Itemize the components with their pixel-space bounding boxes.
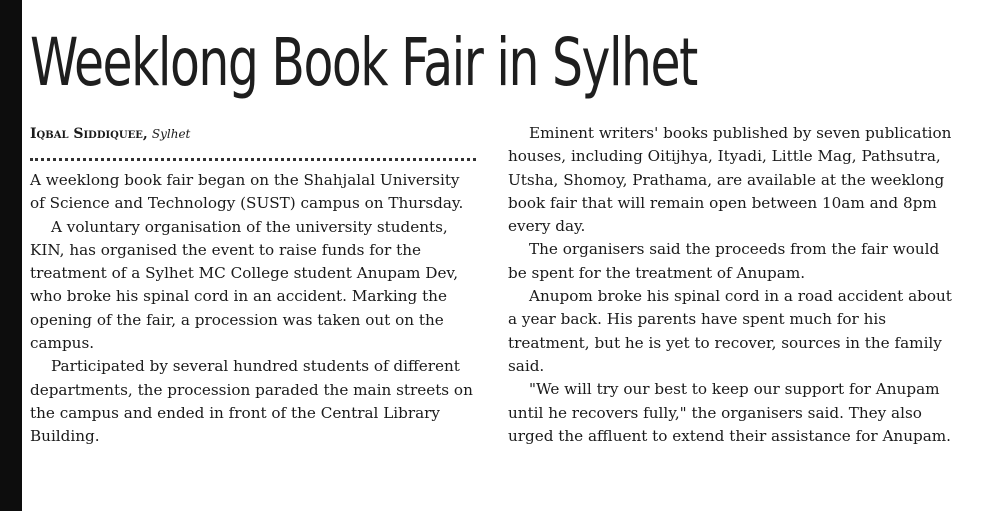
byline-location: Sylhet	[151, 127, 191, 141]
paragraph: "We will try our best to keep our support for Anupam until he recovers fully," the organisers said. They also urged the affluent to extend their assistance for Anupam.	[508, 380, 951, 445]
paragraph: Participated by several hundred students of different departments, the procession paraded the main streets on the campus and ended in front of the Central Library Building.	[30, 357, 473, 446]
paragraph: Eminent writers' books published by seven publication houses, including Oitijhya, Ityadi, Little Mag, Pathsutra, Utsha, Shomoy, Prathama, are available at the weeklong book fair that will remain open between 10am and 8pm every day.	[508, 124, 952, 236]
byline-author: Iqbal Siddiquee,	[30, 126, 148, 142]
article-headline: Weeklong Book Fair in Sylhet	[30, 24, 697, 101]
byline	[30, 125, 190, 144]
paragraph: Anupom broke his spinal cord in a road accident about a year back. His parents have spent much for his treatment, but he is yet to recover, sources in the family said.	[508, 287, 952, 375]
paragraph: The organisers said the proceeds from the fair would be spent for the treatment of Anupam.	[508, 240, 940, 282]
article-column-left	[30, 169, 477, 449]
article-column-right	[508, 122, 960, 448]
paragraph: A voluntary organisation of the university students, KIN, has organised the event to raise funds for the treatment of a Sylhet MC College student Anupam Dev, who broke his spinal cord in an accident. Marking the opening of the fair, a procession was taken out on the campus.	[30, 217, 459, 353]
left-margin-bar	[0, 0, 22, 511]
paragraph: A weeklong book fair began on the Shahjalal University of Science and Technology (SUST) campus on Thursday.	[30, 171, 464, 213]
byline-divider	[30, 158, 476, 161]
